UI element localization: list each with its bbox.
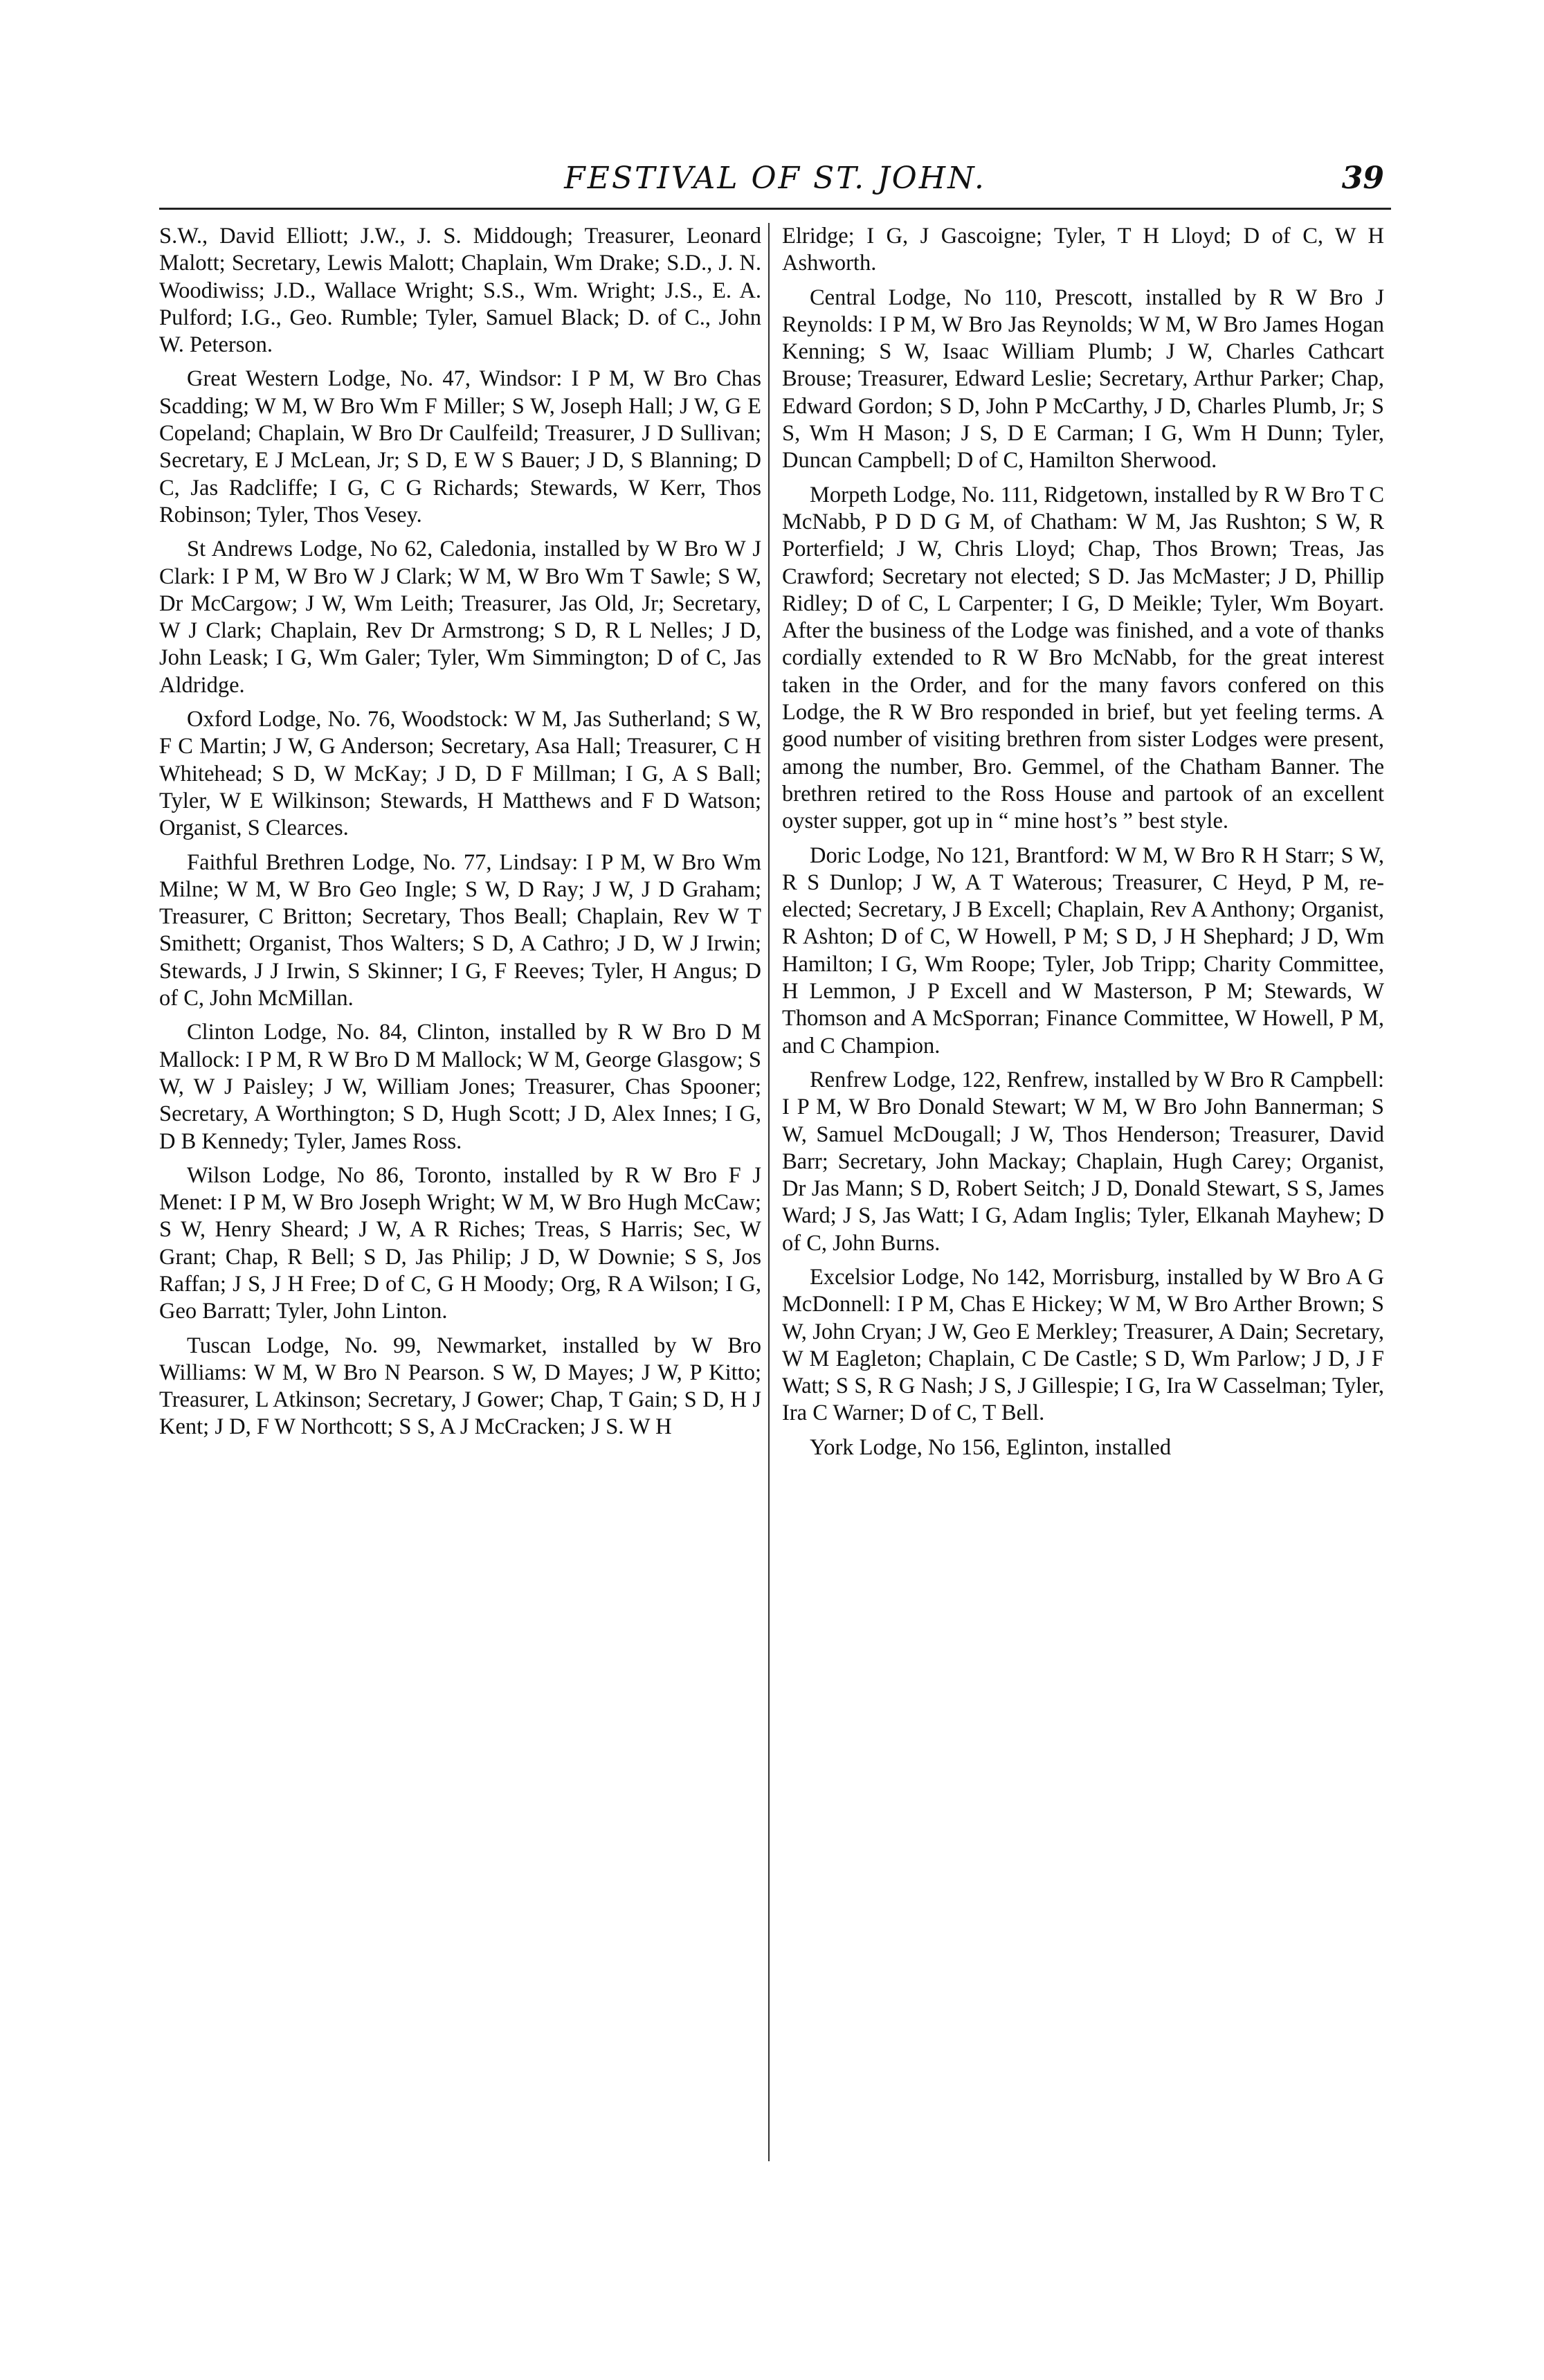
- running-title: FESTIVAL OF ST. JOHN.: [564, 161, 986, 196]
- paragraph: Excelsior Lodge, No 142, Morrisburg, installed by W Bro A G McDonnell: I P M, Chas E Hickey; W M, W Bro Arther Brown; S W, John Cryan; J W, Geo E Merkley; Treasurer, A Dain; Secretary, W M Eagleton; Chaplain, C De Castle; S D, Wm Parlow; J D, J F Watt; S S, R G Nash; J S, J Gillespie; I G, Ira W Casselman; Tyler, Ira C Warner; D of C, T Bell.: [782, 1264, 1384, 1426]
- paragraph: Oxford Lodge, No. 76, Woodstock: W M, Jas Sutherland; S W, F C Martin; J W, G Anderson; Secretary, Asa Hall; Treasurer, C H Whitehead; S D, W McKay; J D, D F Millman; I G, A S Ball; Tyler, W E Wilkinson; Stewards, H Matthews and F D Watson; Organist, S Clearces.: [159, 707, 761, 841]
- running-head: [159, 158, 1391, 199]
- paragraph: York Lodge, No 156, Eglinton, installed: [810, 1434, 1172, 1460]
- paragraph: Wilson Lodge, No 86, Toronto, installed by R W Bro F J Menet: I P M, W Bro Joseph Wright; W M, W Bro Hugh McCaw; S W, Henry Sheard; J W, A R Riches; Treas, S Harris; Sec, W Grant; Chap, R Bell; S D, Jas Philip; J D, W Downie; S S, Jos Raffan; J S, J H Free; D of C, G H Moody; Org, R A Wilson; I G, Geo Barratt; Tyler, John Linton.: [159, 1162, 761, 1324]
- paragraph: Tuscan Lodge, No. 99, Newmarket, installed by W Bro Williams: W M, W Bro N Pearson. S W, D Mayes; J W, P Kitto; Treasurer, L Atkinson; Secretary, J Gower; Chap, T Gain; S D, H J Kent; J D, F W Northcott; S S, A J McCracken; J S. W H: [159, 1333, 761, 1440]
- right-column: [782, 223, 1384, 2230]
- paragraph: S.W., David Elliott; J.W., J. S. Middough; Treasurer, Leonard Malott; Secretary, Lewis Malott; Chaplain, Wm Drake; S.D., J. N. Woodiwiss; J.D., Wallace Wright; S.S., Wm. Wright; J.S., E. A. Pulford; I.G., Geo. Rumble; Tyler, Samuel Black; D. of C., John W. Peterson.: [159, 224, 761, 358]
- paragraph: Elridge; I G, J Gascoigne; Tyler, T H Lloyd; D of C, W H Ashworth.: [782, 224, 1384, 276]
- left-column: [159, 223, 761, 2230]
- paragraph: Renfrew Lodge, 122, Renfrew, installed by W Bro R Campbell: I P M, W Bro Donald Stewart; W M, W Bro John Bannerman; S W, Samuel McDougall; J W, Thos Henderson; Treasurer, David Barr; Secretary, John Mackay; Chaplain, Hugh Carey; Organist, Dr Jas Mann; S D, Robert Seitch; J D, Donald Stewart, S S, James Ward; J S, Jas Watt; I G, Adam Inglis; Tyler, Elkanah Mayhew; D of C, John Burns.: [782, 1067, 1384, 1256]
- column-divider: [768, 223, 770, 2161]
- page-number: 39: [1341, 161, 1384, 196]
- paragraph: Doric Lodge, No 121, Brantford: W M, W Bro R H Starr; S W, R S Dunlop; J W, A T Waterous; Treasurer, C Heyd, P M, re-elected; Secretary, J B Excell; Chaplain, Rev A Anthony; Organist, R Ashton; D of C, W Howell, P M; S D, J H Shephard; J D, Wm Hamilton; I G, Wm Roope; Tyler, Job Tripp; Charity Committee, H Lemmon, J P Excell and W Masterson, P M; Stewards, W Thomson and A McSporran; Finance Committee, W Howell, P M, and C Champion.: [782, 842, 1384, 1058]
- paragraph: Morpeth Lodge, No. 111, Ridgetown, installed by R W Bro T C McNabb, P D D G M, of Chatham: W M, Jas Rushton; S W, R Porterfield; J W, Chris Lloyd; Chap, Thos Brown; Treas, Jas Crawford; Secretary not elected; S D. Jas McMaster; J D, Phillip Ridley; D of C, L Carpenter; I G, D Meikle; Tyler, Wm Boyart. After the business of the Lodge was finished, and a vote of thanks cordially extended to R W Bro McNabb, for the great interest taken in the Order, and for the many favors confered on this Lodge, the R W Bro responded in brief, but yet feeling terms. A good number of visiting brethren from sister Lodges were present, among the number, Bro. Gemmel, of the Chatham Banner. The brethren retired to the Ross House and partook of an excellent oyster supper, got up in “ mine host’s ” best style.: [782, 482, 1384, 834]
- paragraph: St Andrews Lodge, No 62, Caledonia, installed by W Bro W J Clark: I P M, W Bro W J Clark; W M, W Bro Wm T Sawle; S W, Dr McCargow; J W, Wm Leith; Treasurer, Jas Old, Jr; Secretary, W J Clark; Chaplain, Rev Dr Armstrong; S D, R L Nelles; J D, John Leask; I G, Wm Galer; Tyler, Wm Simmington; D of C, Jas Aldridge.: [159, 537, 761, 698]
- paragraph: Central Lodge, No 110, Prescott, installed by R W Bro J Reynolds: I P M, W Bro Jas Reynolds; W M, W Bro James Hogan Kenning; S W, Isaac William Plumb; J W, Charles Cathcart Brouse; Treasurer, Edward Leslie; Secretary, Arthur Parker; Chap, Edward Gordon; S D, John P McCarthy, J D, Charles Plumb, Jr; S S, Wm H Mason; J S, D E Carman; I G, Wm H Dunn; Tyler, Duncan Campbell; D of C, Hamilton Sherwood.: [782, 285, 1384, 474]
- paragraph: Clinton Lodge, No. 84, Clinton, installed by R W Bro D M Mallock: I P M, R W Bro D M Mallock; W M, George Glasgow; S W, W J Paisley; J W, William Jones; Treasurer, Chas Spooner; Secretary, A Worthington; S D, Hugh Scott; J D, Alex Innes; I G, D B Kennedy; Tyler, James Ross.: [159, 1020, 761, 1154]
- header-rule: [159, 208, 1391, 210]
- paragraph: Faithful Brethren Lodge, No. 77, Lindsay: I P M, W Bro Wm Milne; W M, W Bro Geo Ingle; S W, D Ray; J W, J D Graham; Treasurer, C Britton; Secretary, Thos Beall; Chaplain, Rev W T Smithett; Organist, Thos Walters; S D, A Cathro; J D, W J Irwin; Stewards, J J Irwin, S Skinner; I G, F Reeves; Tyler, H Angus; D of C, John McMillan.: [159, 849, 761, 1011]
- paragraph: Great Western Lodge, No. 47, Windsor: I P M, W Bro Chas Scadding; W M, W Bro Wm F Miller; S W, Joseph Hall; J W, G E Copeland; Chaplain, W Bro Dr Caulfeild; Treasurer, J D Sullivan; Secretary, E J McLean, Jr; S D, E W S Bauer; J D, S Blanning; D C, Jas Radcliffe; I G, C G Richards; Stewards, W Kerr, Thos Robinson; Tyler, Thos Vesey.: [159, 366, 761, 528]
